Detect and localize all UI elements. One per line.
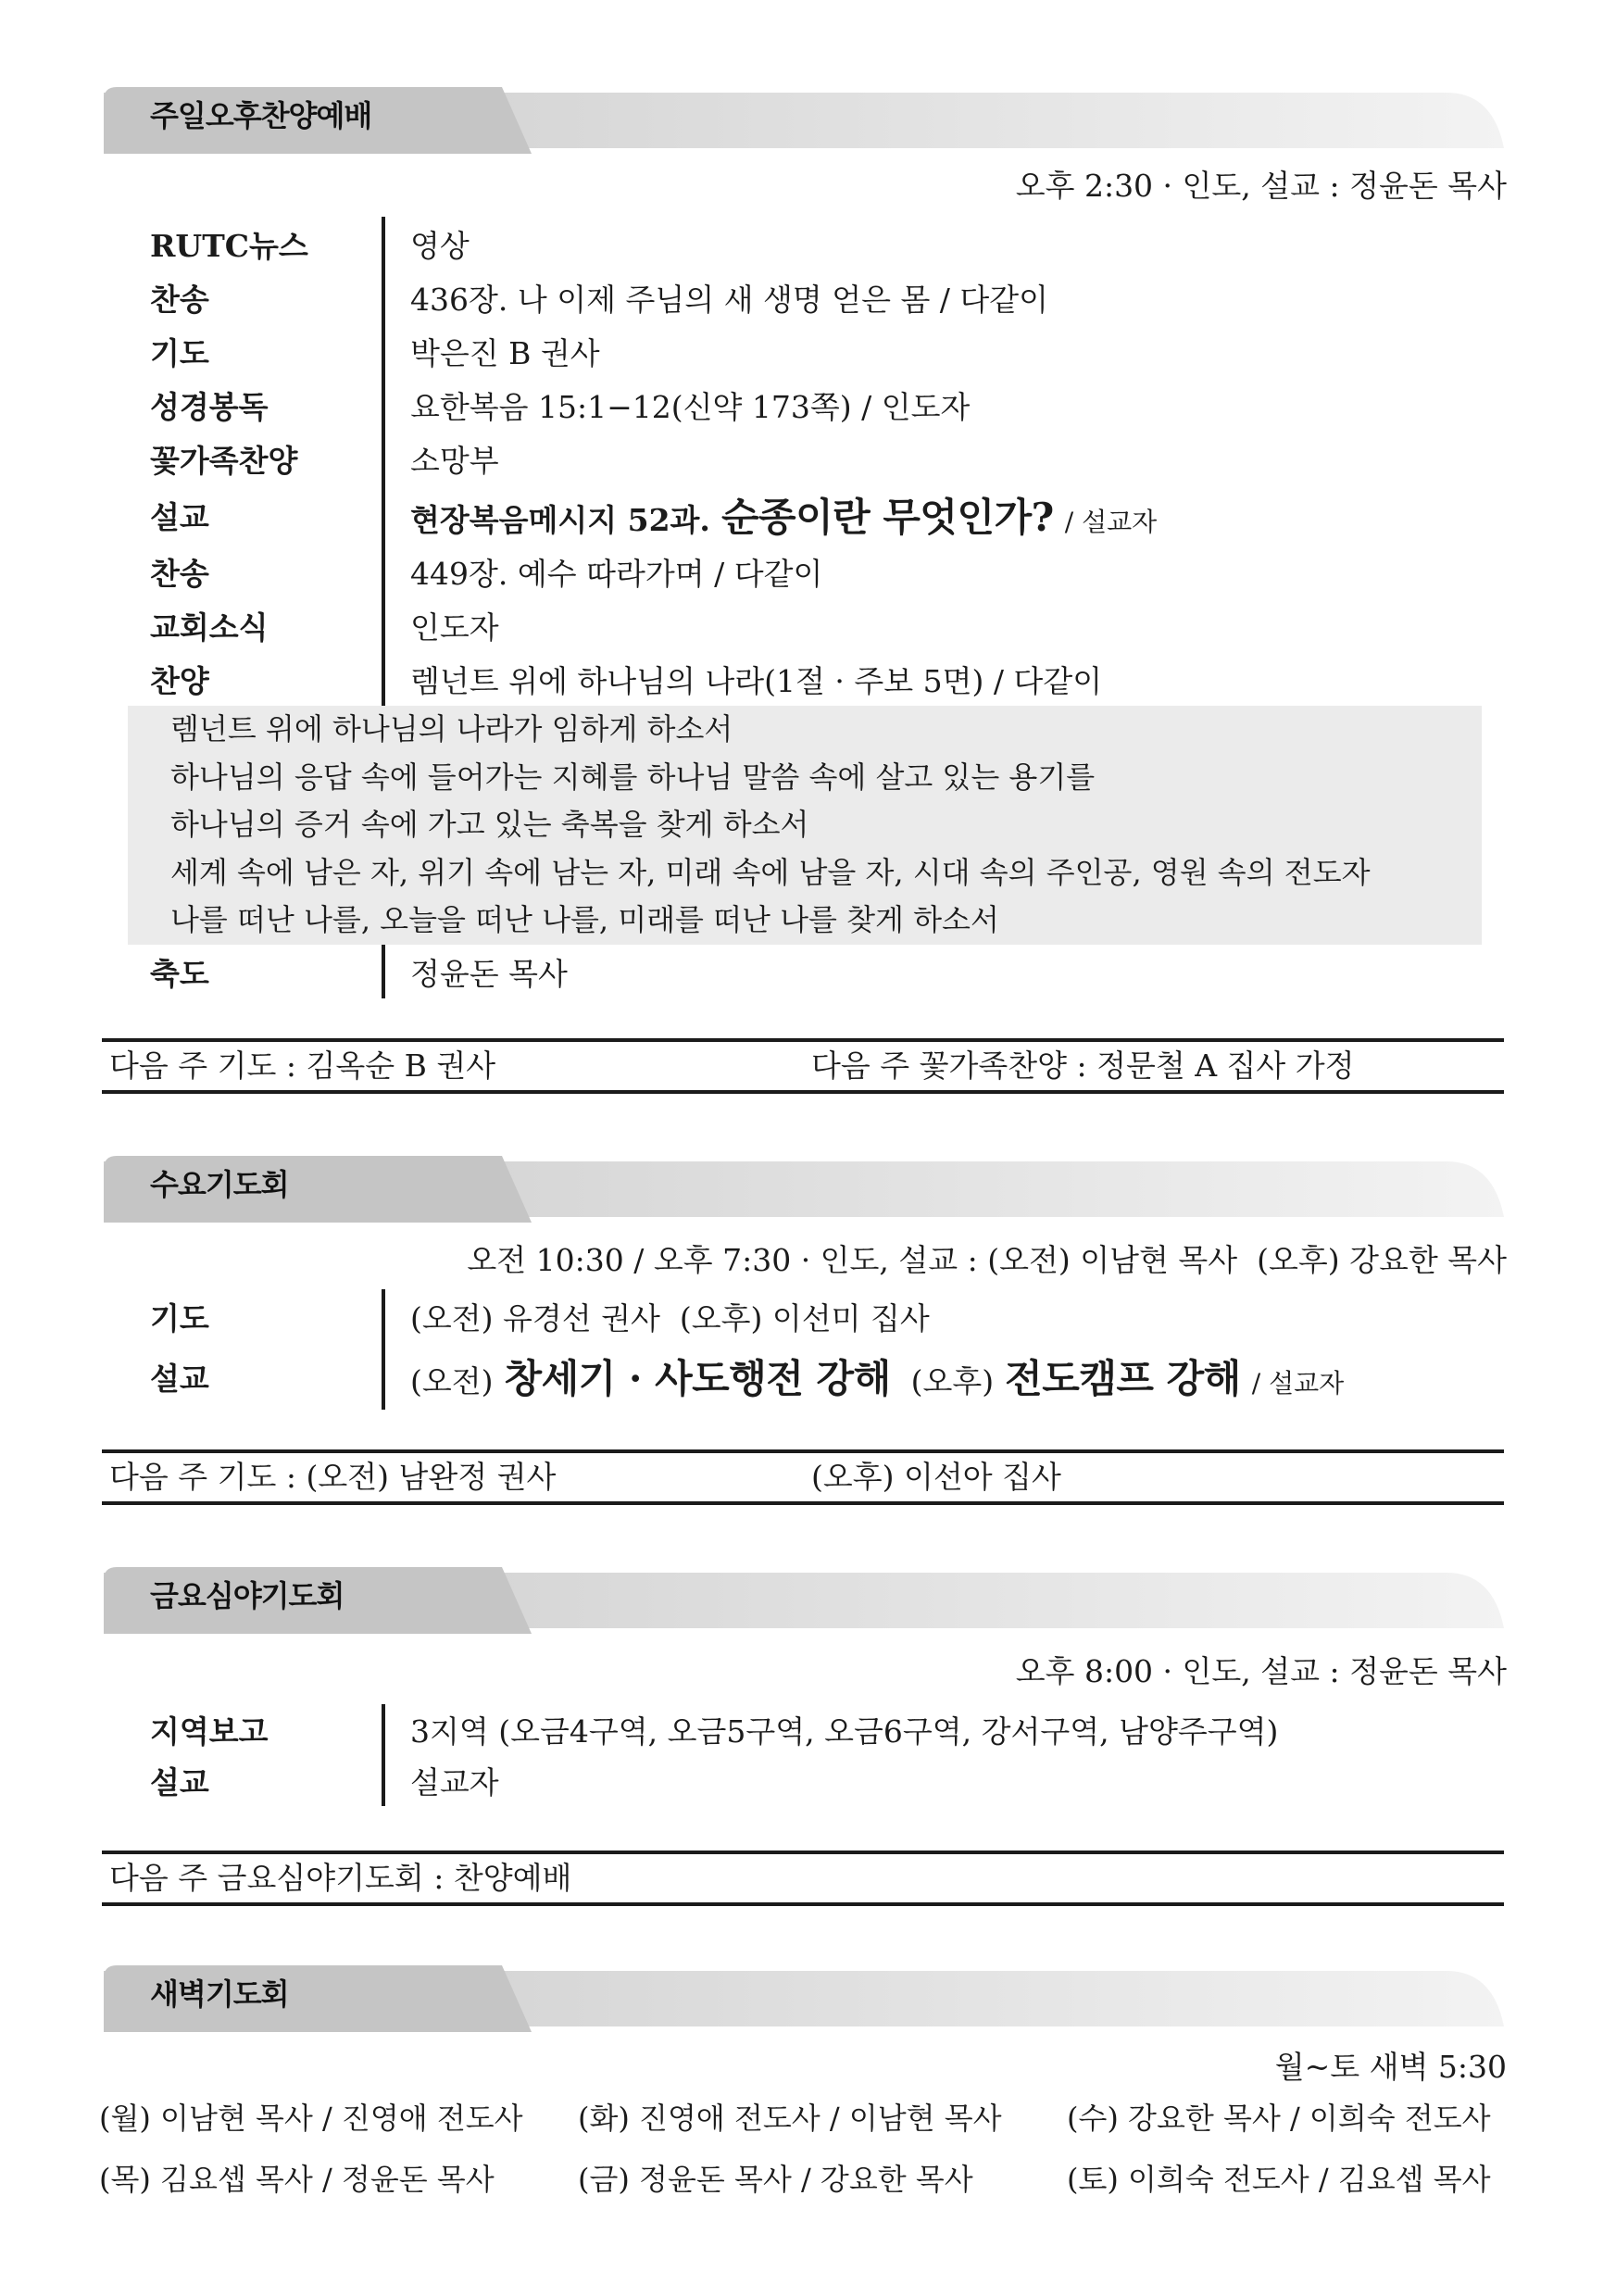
section-header-friday — [104, 1567, 1504, 1634]
order-value: 영상 — [410, 227, 470, 264]
order-label: 찬송 — [150, 555, 209, 592]
order-table-sunday — [150, 217, 1502, 706]
order-label: 축도 — [150, 955, 209, 992]
lyrics-line: 하나님의 응답 속에 들어가는 지혜를 하나님 말씀 속에 살고 있는 용기를 — [170, 759, 1096, 795]
sermon-pm-title: 전도캠프 강해 — [1005, 1356, 1241, 1401]
order-label: 교회소식 — [150, 609, 269, 646]
next-week-flower-family: 다음 주 꽃가족찬양 : 정문철 A 집사 가정 — [811, 1048, 1355, 1084]
section-title: 금요심야기도회 — [150, 1578, 344, 1613]
section-header-sunday — [104, 87, 1504, 154]
order-label: 설교 — [150, 1360, 209, 1397]
sermon-row — [150, 485, 1502, 545]
order-value: (오전) 유경선 권사 (오후) 이선미 집사 — [410, 1299, 930, 1336]
dawn-day-entry: (토) 이희숙 전도사 / 김요셉 목사 — [1067, 2162, 1491, 2197]
order-value: 박은진 B 권사 — [410, 334, 600, 371]
sermon-pm-tag: (오후) — [910, 1363, 995, 1399]
dawn-day-entry: (금) 정윤돈 목사 / 강요한 목사 — [578, 2162, 973, 2197]
next-week-prayer-am: 다음 주 기도 : (오전) 남완정 권사 — [109, 1459, 557, 1495]
order-value: 요한복음 15:1−12(신약 173쪽) / 인도자 — [410, 388, 971, 425]
order-label: RUTC뉴스 — [150, 227, 308, 264]
sermon-series: 현장복음메시지 52과. — [410, 502, 710, 538]
dawn-day-entry: (화) 진영애 전도사 / 이남현 목사 — [578, 2101, 1002, 2136]
schedule-text: 오후 8:00 · 인도, 설교 : 정윤돈 목사 — [1015, 1653, 1507, 1689]
next-week-box — [102, 1851, 1504, 1906]
order-value: 436장. 나 이제 주님의 새 생명 얻은 몸 / 다같이 — [410, 281, 1049, 318]
section-title: 수요기도회 — [150, 1167, 289, 1202]
sermon-value — [385, 1349, 1344, 1404]
order-row — [150, 324, 1502, 378]
order-value: 렘넌트 위에 하나님의 나라(1절 · 주보 5면) / 다같이 — [410, 662, 1103, 699]
order-value: 449장. 예수 따라가며 / 다같이 — [410, 555, 823, 592]
order-label: 설교 — [150, 498, 209, 535]
order-row — [150, 598, 1502, 652]
header-tab-shape — [104, 1965, 1504, 2032]
order-row — [150, 945, 1502, 998]
lyrics-line: 나를 떠난 나를, 오늘을 떠난 나를, 미래를 떠난 나를 찾게 하소서 — [170, 902, 999, 937]
order-value: 3지역 (오금4구역, 오금5구역, 오금6구역, 강서구역, 남양주구역) — [410, 1713, 1279, 1750]
order-label: 성경봉독 — [150, 388, 269, 425]
order-label: 기도 — [150, 1299, 209, 1336]
order-row — [150, 1289, 1502, 1343]
order-row — [150, 545, 1502, 598]
order-row — [150, 1755, 1502, 1806]
section-header-dawn — [104, 1965, 1504, 2032]
order-row — [150, 217, 1502, 270]
order-label: 기도 — [150, 334, 209, 371]
order-value: 설교자 — [410, 1764, 499, 1800]
section-title: 주일오후찬양예배 — [150, 98, 372, 133]
dawn-day-entry: (수) 강요한 목사 / 이희숙 전도사 — [1067, 2101, 1491, 2136]
lyrics-line: 세계 속에 남은 자, 위기 속에 남는 자, 미래 속에 남을 자, 시대 속의 주인공, 영원 속의 전도자 — [170, 854, 1371, 890]
sermon-row — [150, 1343, 1502, 1410]
order-table-wednesday — [150, 1289, 1502, 1410]
order-row — [150, 652, 1502, 706]
schedule-text: 오전 10:30 / 오후 7:30 · 인도, 설교 : (오전) 이남현 목사 (오후) 강요한 목사 — [467, 1242, 1507, 1278]
lyrics-box — [128, 706, 1482, 945]
sermon-value — [385, 487, 1157, 543]
header-tab-shape — [104, 1156, 1504, 1223]
order-row — [150, 378, 1502, 432]
order-row — [150, 1704, 1502, 1755]
sermon-preacher: / 설교자 — [1064, 507, 1158, 537]
schedule-text: 오후 2:30 · 인도, 설교 : 정윤돈 목사 — [1015, 168, 1507, 204]
order-value: 정윤돈 목사 — [410, 955, 568, 992]
lyrics-line: 하나님의 증거 속에 가고 있는 축복을 찾게 하소서 — [170, 807, 809, 842]
next-week-prayer: 다음 주 기도 : 김옥순 B 권사 — [109, 1048, 496, 1084]
order-value: 인도자 — [410, 609, 499, 646]
order-row — [150, 432, 1502, 485]
sermon-am-title: 창세기 · 사도행전 강해 — [504, 1356, 891, 1401]
sermon-preacher: / 설교자 — [1251, 1368, 1345, 1399]
order-label: 꽃가족찬양 — [150, 442, 298, 479]
dawn-day-entry: (월) 이남현 목사 / 진영애 전도사 — [99, 2101, 523, 2136]
next-week-prayer-pm: (오후) 이선아 집사 — [811, 1459, 1061, 1495]
dawn-day-entry: (목) 김요셉 목사 / 정윤돈 목사 — [99, 2162, 495, 2197]
order-label: 찬송 — [150, 281, 209, 318]
order-row — [150, 270, 1502, 324]
next-week-friday: 다음 주 금요심야기도회 : 찬양예배 — [109, 1860, 572, 1896]
schedule-text: 월~토 새벽 5:30 — [1274, 2049, 1507, 2085]
section-header-wednesday — [104, 1156, 1504, 1223]
order-label: 설교 — [150, 1764, 209, 1800]
sermon-title: 순종이란 무엇인가? — [720, 495, 1054, 540]
next-week-box — [102, 1449, 1504, 1505]
order-label: 찬양 — [150, 662, 209, 699]
sermon-am-tag: (오전) — [410, 1363, 494, 1399]
lyrics-line: 렘넌트 위에 하나님의 나라가 임하게 하소서 — [170, 711, 733, 747]
benediction-table — [150, 945, 1502, 998]
order-label: 지역보고 — [150, 1713, 269, 1750]
order-value: 소망부 — [410, 442, 499, 479]
section-title: 새벽기도회 — [150, 1976, 289, 2012]
next-week-box — [102, 1038, 1504, 1094]
order-table-friday — [150, 1704, 1502, 1806]
